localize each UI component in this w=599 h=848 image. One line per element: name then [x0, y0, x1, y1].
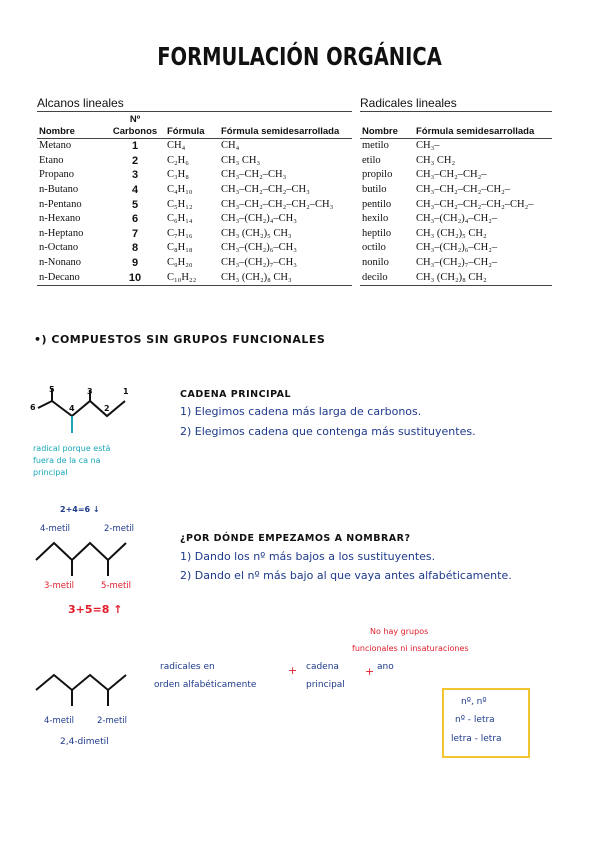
alkane-formula: C₉H₂₀	[167, 257, 193, 269]
label-2-metil-top: 2-metil	[104, 524, 135, 534]
box-line: nº, nº	[461, 697, 487, 707]
alkane-semidesarrollada: CH₃–CH₂–CH₂–CH₃	[221, 184, 310, 196]
alkane-name: Metano	[39, 140, 72, 152]
alkane-name: n-Nonano	[39, 257, 81, 269]
chain-number: 5	[49, 385, 56, 394]
formula-radicales: radicales en	[160, 662, 215, 672]
radical-name: metilo	[362, 140, 389, 152]
label-2-metil-bottom: 2-metil	[97, 716, 128, 726]
radical-semidesarrollada: CH₃–(CH₂)₇–CH₂–	[416, 257, 498, 269]
alkane-formula: C₅H₁₂	[167, 198, 193, 210]
alkane-formula: C₃H₈	[167, 169, 189, 181]
alkane-semidesarrollada: CH₄	[221, 140, 240, 152]
alkane-carbons: 3	[131, 169, 139, 182]
label-3-metil: 3-metil	[44, 581, 75, 591]
molecule-3	[36, 675, 126, 706]
alkane-semidesarrollada: CH₃–(CH₂)₇–CH₃	[221, 257, 297, 269]
alkane-name: n-Heptano	[39, 227, 84, 239]
alkane-name: n-Octano	[39, 242, 79, 254]
radical-semidesarrollada: CH₃–(CH₂)₆–CH₂–	[416, 242, 498, 254]
alkane-carbons: 9	[131, 257, 139, 270]
no-groups-note: No hay grupos	[370, 627, 429, 636]
alkane-formula: C₂H₆	[167, 154, 189, 166]
molecule-1-chain	[38, 401, 125, 416]
radicals-heading: Radicales lineales	[360, 96, 457, 110]
alkanes-col-nombre: Nombre	[37, 112, 105, 139]
molecule-1	[38, 388, 125, 433]
box-line: letra - letra	[451, 734, 502, 744]
alkanes-col-formula: Fórmula	[165, 112, 219, 139]
radical-semidesarrollada: CH₃–	[416, 140, 440, 152]
alkanes-col-carbonos: Nº Carbonos	[105, 112, 165, 139]
formula-cadena: principal	[306, 680, 345, 690]
page-title: FORMULACIÓN ORGÁNICA	[157, 42, 442, 71]
alkane-semidesarrollada: CH₃–CH₂–CH₂–CH₂–CH₃	[221, 198, 334, 210]
radical-semidesarrollada: CH₃ CH₂	[416, 154, 456, 166]
radical-semidesarrollada: CH₃–CH₂–CH₂–CH₂–CH₂–	[416, 198, 534, 210]
formula-plus: +	[365, 665, 375, 678]
label-5-metil: 5-metil	[101, 581, 132, 591]
alkane-formula: C₈H₁₈	[167, 242, 193, 254]
chain-number: 1	[123, 387, 130, 396]
formula-cadena: cadena	[306, 662, 339, 672]
numbering-title: ¿POR DÓNDE EMPEZAMOS A NOMBRAR?	[180, 533, 411, 544]
molecule-2	[36, 543, 126, 576]
cadena-rule: 2) Elegimos cadena que contenga más sustituyentes.	[180, 425, 476, 438]
box-line: nº - letra	[455, 715, 495, 725]
alkane-carbons: 8	[131, 242, 139, 255]
alkane-name: Propano	[39, 169, 74, 181]
molecule-3-chain	[36, 675, 126, 690]
radical-name: butilo	[362, 184, 387, 196]
radicals-col-semidesarrollada: Fórmula semidesarrollada	[414, 112, 552, 139]
radical-note-line: fuera de la ca na	[33, 456, 101, 465]
radical-name: decilo	[362, 271, 388, 283]
chain-number: 2	[104, 404, 111, 413]
chain-number: 3	[87, 387, 94, 396]
alkane-semidesarrollada: CH₃–(CH₂)₄–CH₃	[221, 213, 297, 225]
formula-plus: +	[288, 664, 298, 677]
alkane-carbons: 5	[131, 198, 139, 211]
radical-name: hexilo	[362, 213, 389, 225]
cadena-title: CADENA PRINCIPAL	[180, 389, 292, 400]
cadena-rule: 1) Elegimos cadena más larga de carbonos.	[180, 405, 422, 418]
radical-semidesarrollada: CH₃–(CH₂)₄–CH₂–	[416, 213, 498, 225]
alkane-formula: C₄H₁₀	[167, 184, 193, 196]
formula-ano: ano	[377, 662, 394, 672]
section-heading: •) COMPUESTOS SIN GRUPOS FUNCIONALES	[34, 333, 326, 346]
radical-name: pentilo	[362, 198, 392, 210]
numbering-rule: 2) Dando el nº más bajo al que vaya antes alfabéticamente.	[180, 569, 512, 582]
radical-name: propilo	[362, 169, 393, 181]
alkane-carbons: 2	[131, 154, 139, 167]
alkane-name: n-Pentano	[39, 198, 82, 210]
alkane-semidesarrollada: CH₃–CH₂–CH₃	[221, 169, 287, 181]
alkane-name: n-Decano	[39, 271, 80, 283]
radicals-col-nombre: Nombre	[360, 112, 414, 139]
alkane-carbons: 6	[131, 213, 139, 226]
alkane-name: Etano	[39, 154, 64, 166]
label-4-metil-bottom: 4-metil	[44, 716, 75, 726]
alkane-carbons: 4	[131, 184, 139, 197]
alkane-semidesarrollada: CH₃ CH₃	[221, 154, 261, 166]
alkane-formula: C₇H₁₆	[167, 227, 193, 239]
chain-number: 6	[30, 403, 37, 412]
alkane-name: n-Hexano	[39, 213, 81, 225]
alkanes-col-semidesarrollada: Fórmula semidesarrollada	[219, 112, 352, 139]
radical-note-line: radical porque está	[33, 444, 111, 453]
numbering-rule: 1) Dando los nº más bajos a los sustituyentes.	[180, 550, 436, 563]
radical-name: heptilo	[362, 227, 392, 239]
alkane-carbons: 10	[128, 271, 142, 284]
radical-name: etilo	[362, 154, 381, 166]
name-result: 2,4-dimetil	[60, 737, 109, 747]
alkane-formula: C₆H₁₄	[167, 213, 193, 225]
alkane-semidesarrollada: CH₃ (CH₂)₈ CH₃	[221, 271, 292, 283]
no-groups-note: funcionales ni insaturaciones	[352, 644, 469, 653]
label-4-metil-top: 4-metil	[40, 524, 71, 534]
alkane-semidesarrollada: CH₃–(CH₂)₆–CH₃	[221, 242, 297, 254]
radical-semidesarrollada: CH₃ (CH₂)₅ CH₂	[416, 227, 487, 239]
alkane-carbons: 1	[131, 140, 139, 153]
radical-semidesarrollada: CH₃–CH₂–CH₂–CH₂–	[416, 184, 510, 196]
radical-semidesarrollada: CH₃–CH₂–CH₂–	[416, 169, 487, 181]
sum-top: 2+4=6 ↓	[60, 505, 100, 514]
alkane-name: n-Butano	[39, 184, 79, 196]
alkanes-heading: Alcanos lineales	[37, 96, 124, 110]
radical-name: octilo	[362, 242, 386, 254]
formula-radicales: orden alfabéticamente	[154, 680, 257, 690]
radical-semidesarrollada: CH₃ (CH₂)₈ CH₂	[416, 271, 487, 283]
sum-bottom: 3+5=8 ↑	[68, 603, 123, 616]
alkane-carbons: 7	[131, 227, 139, 240]
chain-number: 4	[69, 404, 76, 413]
alkane-formula: C₁₀H₂₂	[167, 271, 197, 283]
radical-name: nonilo	[362, 257, 389, 269]
alkane-formula: CH₄	[167, 140, 186, 152]
molecule-2-chain	[36, 543, 126, 560]
alkane-semidesarrollada: CH₃ (CH₂)₅ CH₃	[221, 227, 292, 239]
radical-note-line: principal	[33, 468, 68, 477]
